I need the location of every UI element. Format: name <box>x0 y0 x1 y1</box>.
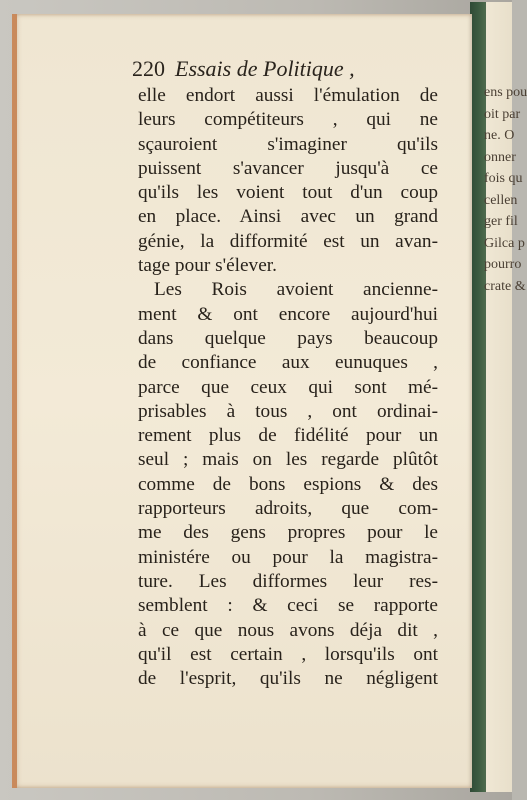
page-edge <box>12 14 17 788</box>
text-line: en place. Ainsi avec un grand <box>138 206 438 228</box>
text-line: rement plus de fidélité pour un <box>138 425 438 447</box>
text-line: dans quelque pays beaucoup <box>138 327 438 349</box>
text-line: parce que ceux qui sont mé- <box>138 376 438 398</box>
facing-fragment: onner <box>484 149 516 165</box>
facing-fragment: ne. O <box>484 128 515 143</box>
text-line: rapporteurs adroits, que com- <box>138 498 438 520</box>
text-line: seul ; mais on les regarde plûtôt <box>138 449 438 471</box>
facing-fragment: Gilca p <box>484 235 525 251</box>
text-line: génie, la difformité est un avan- <box>138 230 438 252</box>
facing-page-text <box>484 82 527 297</box>
running-title: Essais de Politique , <box>175 56 355 81</box>
text-line: qu'il est certain , lorsqu'ils ont <box>138 643 438 665</box>
body-text <box>138 84 438 691</box>
facing-fragment: ger fil <box>484 214 518 229</box>
text-line: à ce que nous avons déja dit , <box>138 619 438 641</box>
text-line: elle endort aussi l'émulation de <box>138 85 438 106</box>
facing-fragment: fois qu <box>484 171 523 186</box>
text-line: Les Rois avoient ancienne- <box>154 279 438 301</box>
page-header <box>132 56 432 82</box>
facing-fragment: oit par <box>484 106 521 122</box>
text-line: qu'ils les voient tout d'un coup <box>138 182 438 204</box>
text-line: me des gens propres pour le <box>138 522 438 544</box>
text-line: de confiance aux eunuques , <box>138 352 438 374</box>
facing-page-edge <box>470 2 527 792</box>
text-line: ment & ont encore aujourd'hui <box>138 303 438 325</box>
text-line: semblent : & ceci se rapporte <box>138 595 438 617</box>
page-number: 220 <box>132 56 165 81</box>
text-line: prisables à tous , ont ordinai- <box>138 400 438 422</box>
facing-fragment: ens pou <box>484 85 527 100</box>
text-line: tage pour s'élever. <box>138 255 277 277</box>
text-line: ministére ou pour la magistra- <box>138 546 438 568</box>
text-line: puissent s'avancer jusqu'à ce <box>138 157 438 179</box>
facing-fragment: cellen <box>484 192 518 208</box>
text-line: de l'esprit, qu'ils ne négligent <box>138 668 438 690</box>
text-line: ture. Les difformes leur res- <box>138 570 438 592</box>
text-line: sçauroient s'imaginer qu'ils <box>138 133 438 155</box>
text-line: leurs compétiteurs , qui ne <box>138 109 438 131</box>
facing-fragment: pourro <box>484 257 522 272</box>
text-line: comme de bons espions & des <box>138 473 438 495</box>
facing-fragment: crate & <box>484 278 526 294</box>
